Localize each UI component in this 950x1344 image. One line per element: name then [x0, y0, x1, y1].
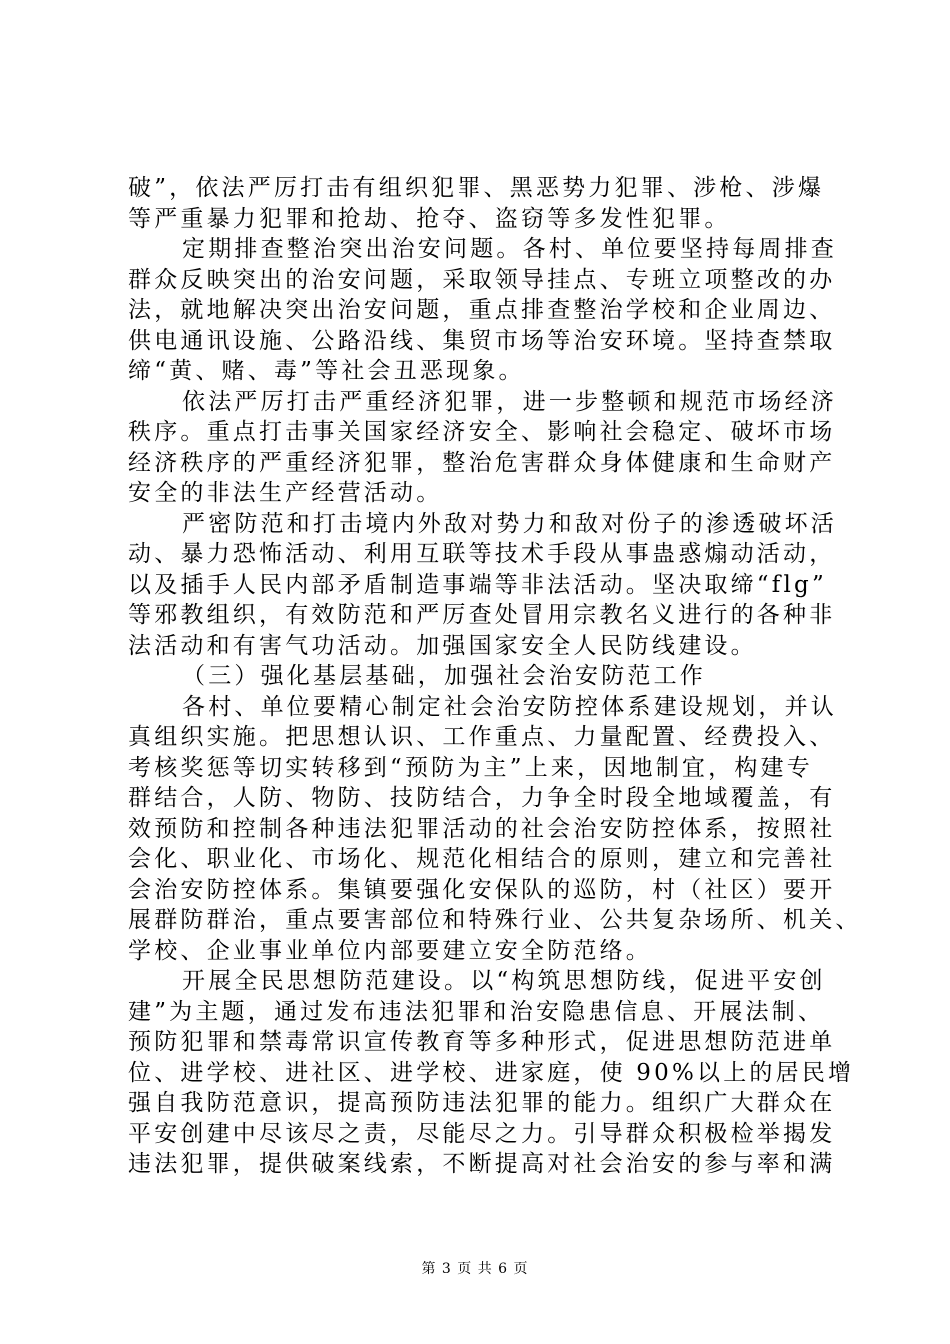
text-line: 秩序。重点打击事关国家经济安全、影响社会稳定、破坏市场 [128, 419, 836, 445]
text-line: 效预防和控制各种违法犯罪活动的社会治安防控体系，按照社 [128, 815, 836, 842]
text-line: 会化、职业化、市场化、规范化相结合的原则，建立和完善社 [128, 846, 836, 872]
paragraph-start-line: 定期排查整治突出治安问题。各村、单位要坚持每周排查 [182, 236, 837, 262]
text-line: 法活动和有害气功活动。加强国家安全人民防线建设。 [128, 632, 757, 659]
text-line: 等邪教组织，有效防范和严厉查处冒用宗教名义进行的各种非 [128, 602, 836, 628]
document-body [128, 173, 862, 1180]
text-line: 考核奖惩等切实转移到“预防为主”上来，因地制宜，构建专 [128, 754, 813, 781]
text-line: 以及插手人民内部矛盾制造事端等非法活动。坚决取缔“flg” [128, 571, 827, 598]
text-line: 违法犯罪，提供破案线索，不断提高对社会治安的参与率和满 [128, 1151, 836, 1177]
text-line: 供电通讯设施、公路沿线、集贸市场等治安环境。坚持查禁取 [128, 327, 836, 354]
paragraph-start-line: 严密防范和打击境内外敌对势力和敌对份子的渗透破坏活 [182, 510, 837, 537]
paragraph-start-line: 各村、单位要精心制定社会治安防控体系建设规划，并认 [182, 693, 837, 720]
text-line: 群众反映突出的治安问题，采取领导挂点、专班立项整改的办 [128, 266, 836, 293]
text-line: 群结合，人防、物防、技防结合，力争全时段全地域覆盖，有 [128, 785, 836, 811]
text-line: 等严重暴力犯罪和抢劫、抢夺、盗窃等多发性犯罪。 [128, 205, 731, 232]
text-line: 预防犯罪和禁毒常识宣传教育等多种形式，促进思想防范进单 [128, 1029, 836, 1055]
text-line: 平安创建中尽该尽之责，尽能尽之力。引导群众积极检举揭发 [128, 1120, 836, 1147]
text-line: 强自我防范意识，提高预防违法犯罪的能力。组织广大群众在 [128, 1090, 836, 1116]
text-line: 学校、企业事业单位内部要建立安全防范络。 [128, 937, 652, 964]
text-line: 展群防群治，重点要害部位和特殊行业、公共复杂场所、机关、 [128, 907, 862, 933]
text-line: 安全的非法生产经营活动。 [128, 480, 443, 506]
text-line: 缔“黄、赌、毒”等社会丑恶现象。 [128, 358, 525, 384]
text-line: 破”，依法严厉打击有组织犯罪、黑恶势力犯罪、涉枪、涉爆 [128, 175, 825, 201]
text-line: 真组织实施。把思想认识、工作重点、力量配置、经费投入、 [128, 724, 836, 750]
page-number-footer: 第 3 页 共 6 页 [421, 1261, 529, 1277]
text-line: 法，就地解决突出治安问题，重点排查整治学校和企业周边、 [128, 297, 836, 323]
text-line: 建”为主题，通过发布违法犯罪和治安隐患信息、开展法制、 [128, 998, 825, 1025]
section-heading: （三）强化基层基础，加强社会治安防范工作 [182, 663, 706, 689]
text-line: 动、暴力恐怖活动、利用互联等技术手段从事蛊惑煽动活动， [128, 541, 836, 567]
text-line: 经济秩序的严重经济犯罪，整治危害群众身体健康和生命财产 [128, 449, 836, 476]
paragraph-start-line: 依法严厉打击严重经济犯罪，进一步整顿和规范市场经济 [182, 388, 837, 415]
paragraph-start-line: 开展全民思想防范建设。以“构筑思想防线，促进平安创 [182, 968, 826, 994]
text-line: 位、进学校、进社区、进学校、进家庭，使 90%以上的居民增 [128, 1059, 855, 1086]
text-line: 会治安防控体系。集镇要强化安保队的巡防，村（社区）要开 [128, 876, 836, 903]
